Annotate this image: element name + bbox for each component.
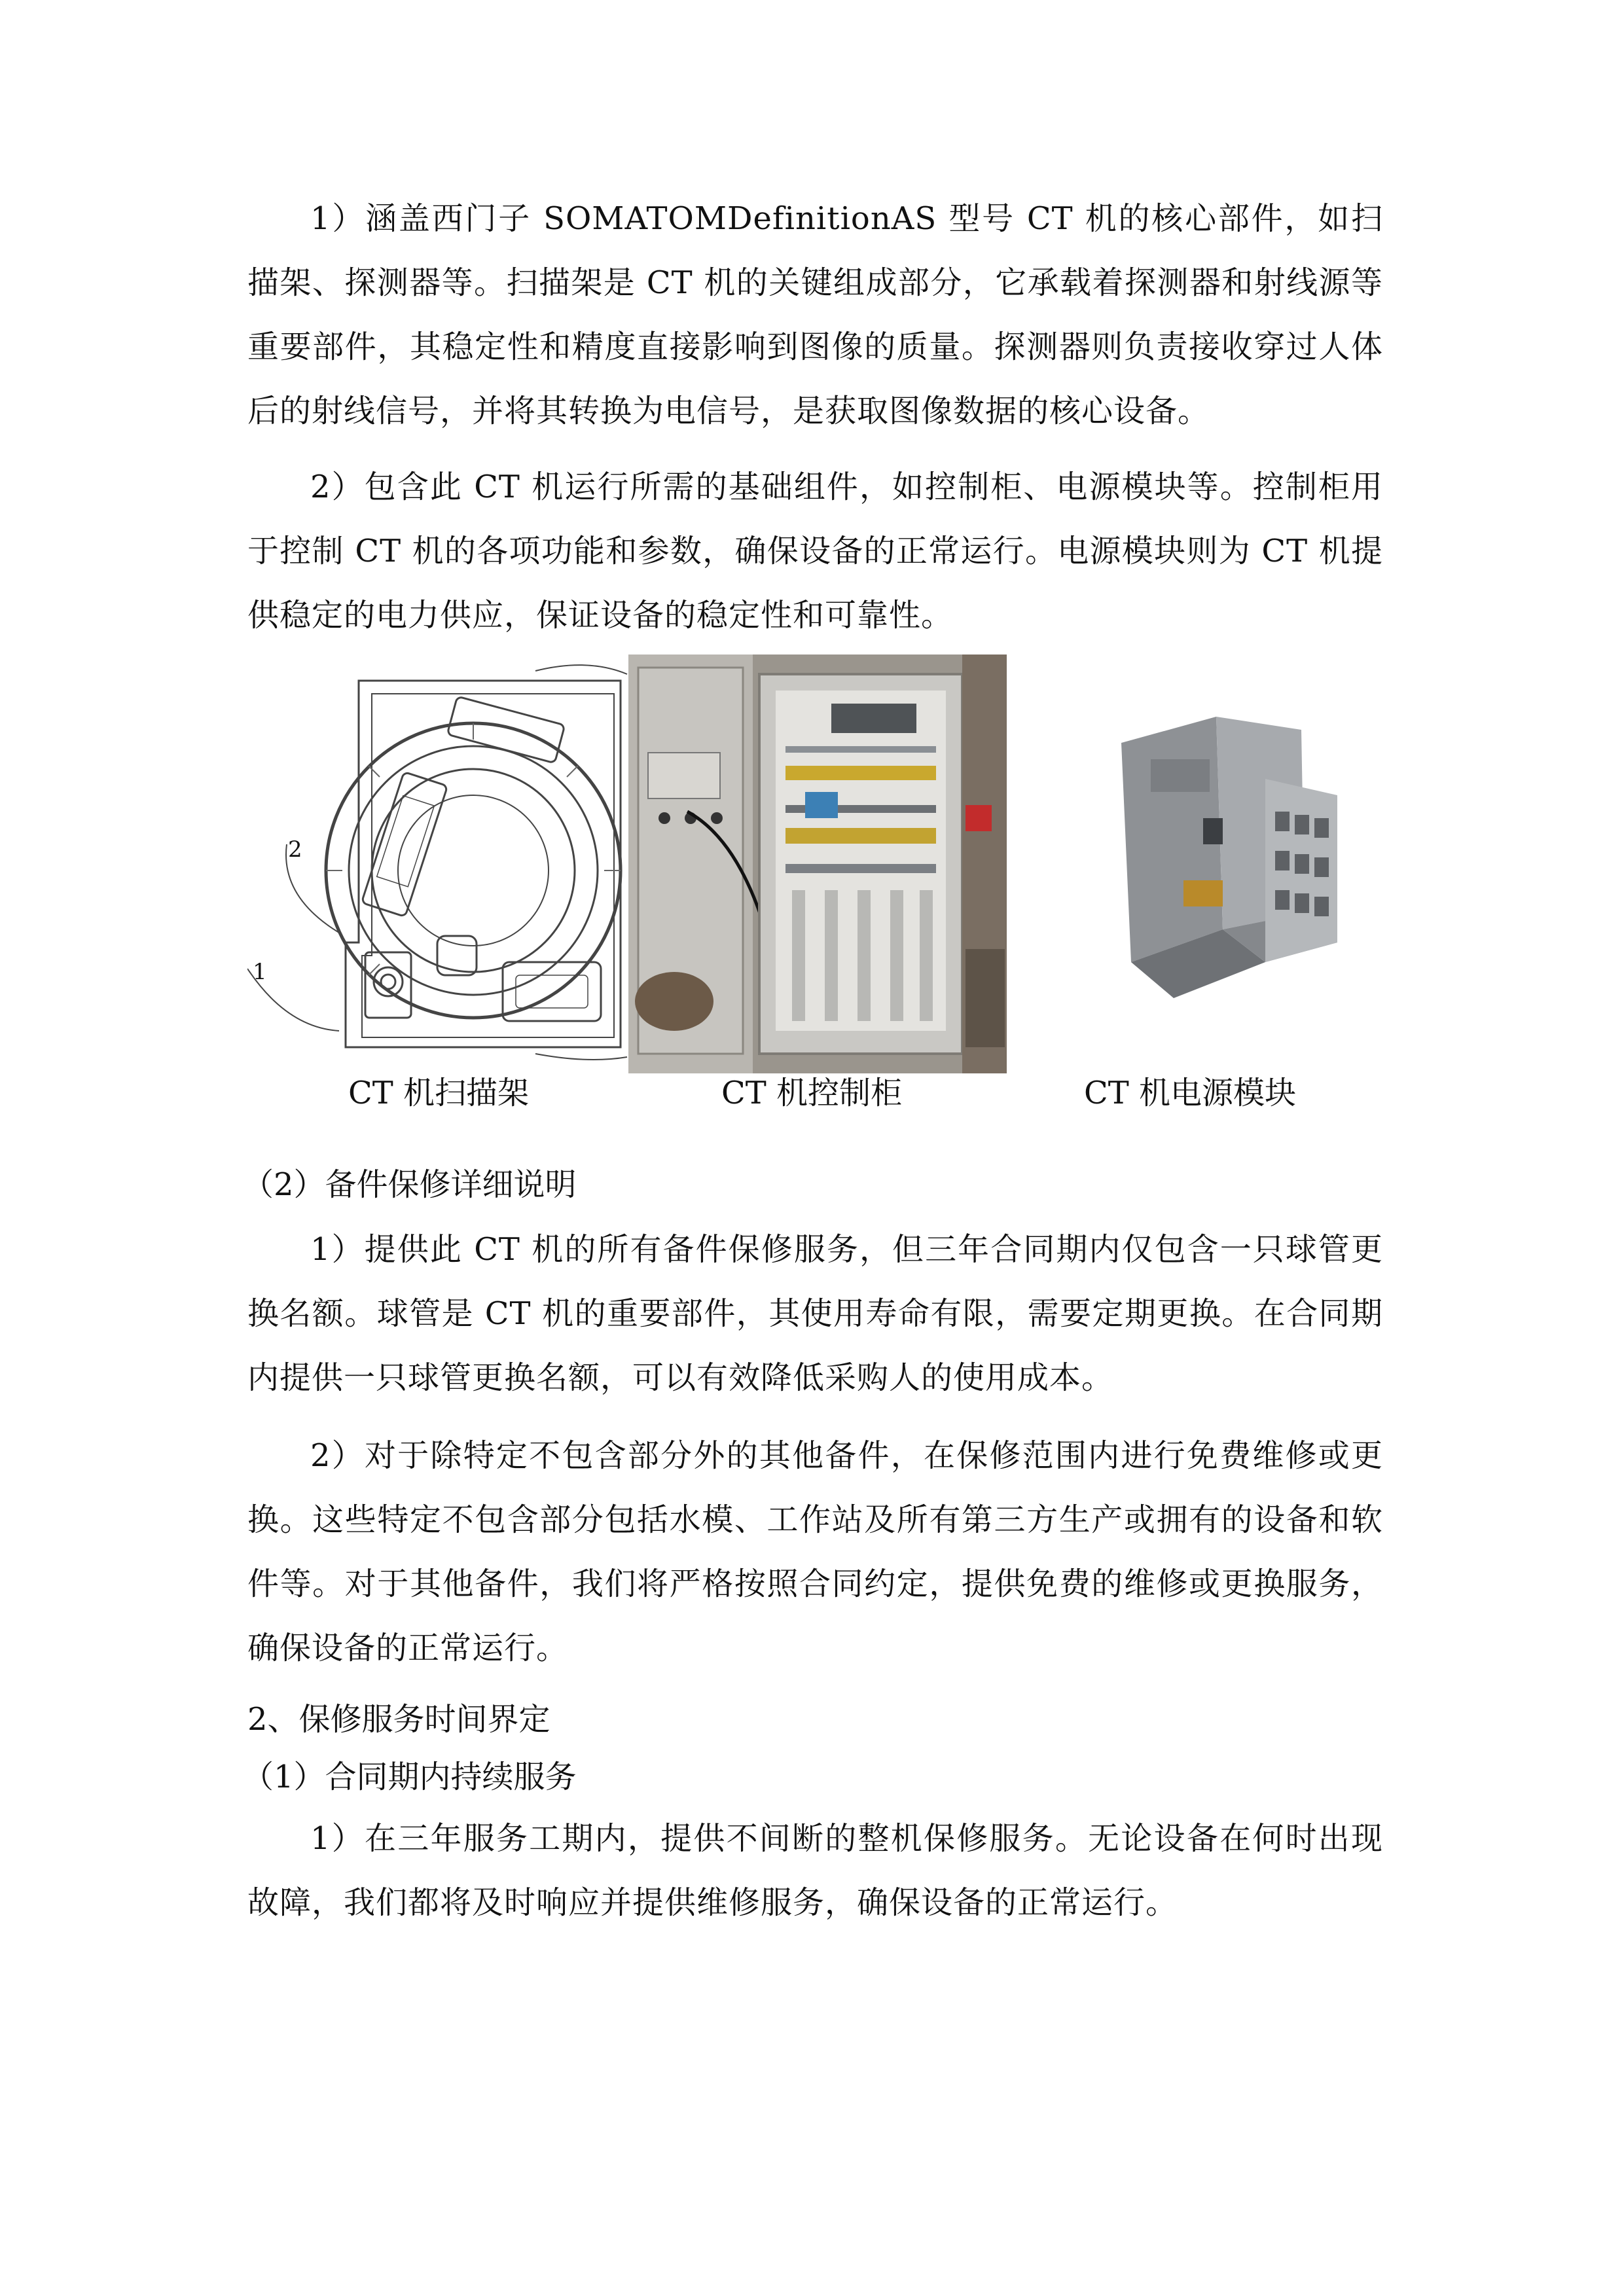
scanner-label-2: 2 — [288, 836, 302, 863]
paragraph-free-repair: 2）对于除特定不包含部分外的其他备件，在保修范围内进行免费维修或更换。这些特定不包含部分包括水模、工作站及所有第三方生产或拥有的设备和软件等。对于其他备件，我们将严格按照合同约定，提供免费的维修或更换服务，确保设备的正常运行。 — [247, 1437, 1383, 1666]
paragraph-basic-components: 2）包含此 CT 机运行所需的基础组件，如控制柜、电源模块等。控制柜用于控制 CT 机的各项功能和参数，确保设备的正常运行。电源模块则为 CT 机提供稳定的电力供应，保证设备的稳定性和可靠性。 — [247, 469, 1383, 634]
power-module-caption: CT 机电源模块 — [1083, 1075, 1296, 1111]
paragraph-continuous-service: 1）在三年服务工期内，提供不间断的整机保修服务。无论设备在何时出现故障，我们都将及时响应并提供维修服务，确保设备的正常运行。 — [247, 1820, 1383, 1921]
cabinet-caption: CT 机控制柜 — [721, 1075, 902, 1111]
paragraph-core-components: 1）涵盖西门子 SOMATOMDefinitionAS 型号 CT 机的核心部件，如扫描架、探测器等。扫描架是 CT 机的关键组成部分，它承载着探测器和射线源等重要部件，其稳定性和精度直接影响到图像的质量。探测器则负责接收穿过人体后的射线信号，并将其转换为电信号，是获取图像数据的核心设备。 — [247, 200, 1383, 429]
subheading-continuous-service: （1）合同期内持续服务 — [242, 1759, 577, 1795]
power-module-figure — [1007, 655, 1386, 1073]
scanner-gantry-figure — [247, 655, 628, 1073]
power-module-photo — [1007, 655, 1386, 1073]
control-cabinet-figure — [628, 655, 1007, 1073]
section-heading-service-time: 2、保修服务时间界定 — [247, 1701, 550, 1738]
scanner-caption: CT 机扫描架 — [348, 1075, 529, 1111]
section-heading-spare-parts: （2）备件保修详细说明 — [242, 1166, 577, 1203]
control-cabinet-photo — [628, 655, 1007, 1073]
scanner-label-1: 1 — [253, 959, 267, 985]
paragraph-spare-parts-warranty: 1）提供此 CT 机的所有备件保修服务，但三年合同期内仅包含一只球管更换名额。球管是 CT 机的重要部件，其使用寿命有限，需要定期更换。在合同期内提供一只球管更换名额，可以有效降低采购人的使用成本。 — [247, 1231, 1383, 1396]
scanner-gantry-drawing — [247, 655, 628, 1073]
